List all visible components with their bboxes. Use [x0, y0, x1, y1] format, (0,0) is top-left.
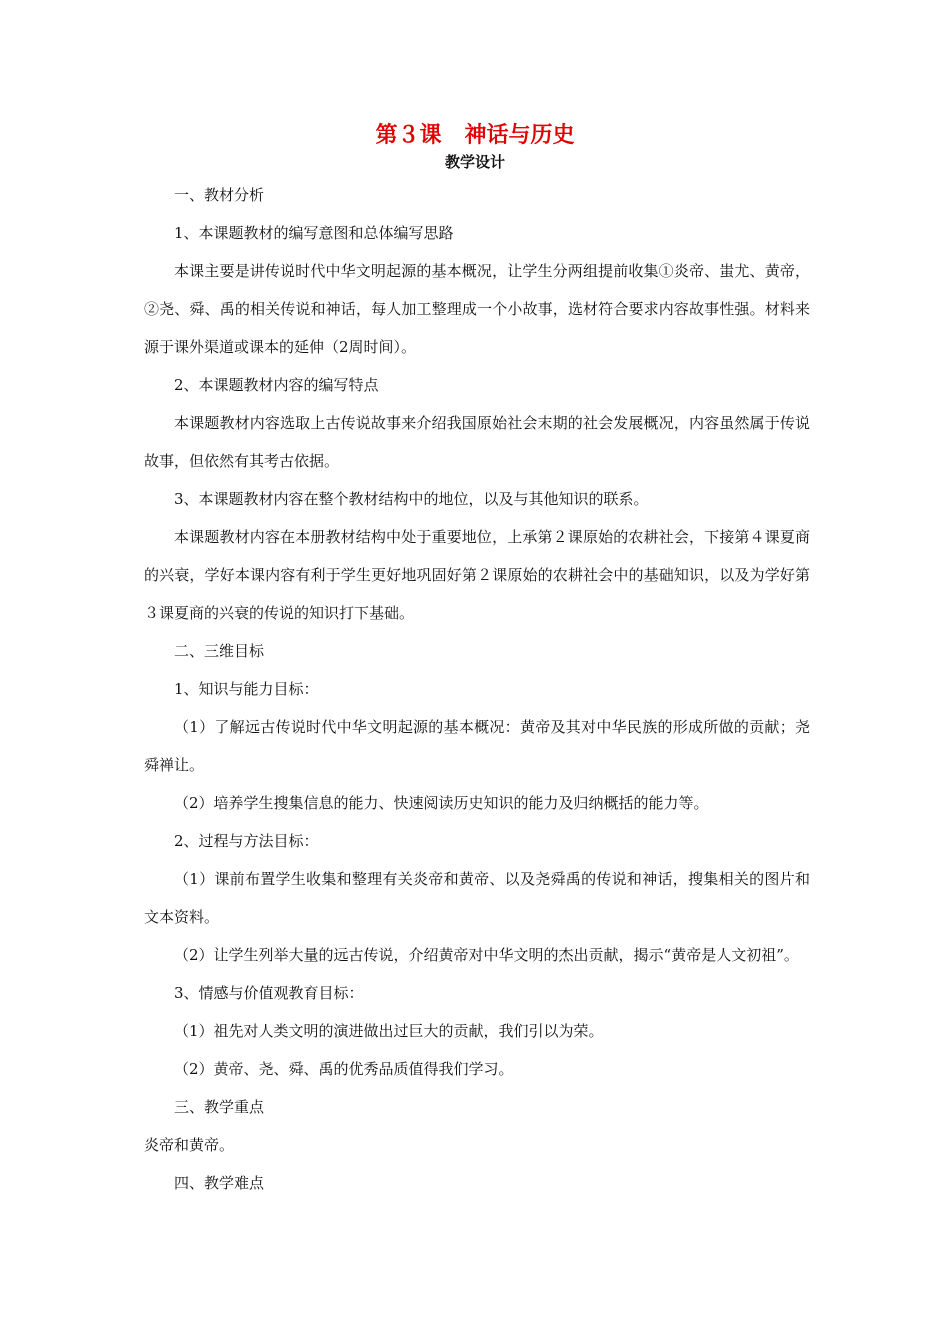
subheading-features: 2、本课题教材内容的编写特点 — [174, 376, 379, 394]
subheading-knowledge: 1、知识与能力目标： — [174, 680, 319, 698]
paragraph-features: 本课题教材内容选取上古传说故事来介绍我国原始社会末期的社会发展概况，内容虽然属于传说故事，但依然有其考古依据。 — [144, 414, 810, 470]
section-heading-difficulties: 四、教学难点 — [174, 1174, 265, 1192]
subheading-intent: 1、本课题教材的编写意图和总体编写思路 — [174, 224, 454, 242]
paragraph-intent: 本课主要是讲传说时代中华文明起源的基本概况，让学生分两组提前收集①炎帝、蚩尤、黄帝，②尧、舜、禹的相关传说和神话，每人加工整理成一个小故事，选材符合要求内容故事性强。材料来源于课外渠道或课本的延伸（2周时间）。 — [144, 262, 810, 356]
subheading-values: 3、情感与价值观教育目标： — [174, 984, 364, 1002]
key-points-content: 炎帝和黄帝。 — [144, 1136, 235, 1154]
objective-item: （1）祖先对人类文明的演进做出过巨大的贡献，我们引以为荣。 — [174, 1022, 604, 1040]
objective-item: （2）让学生列举大量的远古传说，介绍黄帝对中华文明的杰出贡献，揭示“黄帝是人文初祖”。 — [174, 946, 799, 964]
document-subtitle: 教学设计 — [444, 153, 505, 171]
objective-item: （1）了解远古传说时代中华文明起源的基本概况：黄帝及其对中华民族的形成所做的贡献；尧舜禅让。 — [144, 718, 810, 774]
document-title: 第３课 神话与历史 — [375, 123, 575, 148]
subheading-process: 2、过程与方法目标： — [174, 832, 319, 850]
document-body — [144, 176, 810, 1202]
section-heading-analysis: 一、教材分析 — [174, 186, 265, 204]
section-heading-objectives: 二、三维目标 — [174, 642, 265, 660]
subheading-position: 3、本课题教材内容在整个教材结构中的地位，以及与其他知识的联系。 — [174, 490, 649, 508]
objective-item: （2）黄帝、尧、舜、禹的优秀品质值得我们学习。 — [174, 1060, 514, 1078]
section-heading-key-points: 三、教学重点 — [174, 1098, 265, 1116]
objective-item: （1）课前布置学生收集和整理有关炎帝和黄帝、以及尧舜禹的传说和神话，搜集相关的图片和文本资料。 — [144, 870, 810, 926]
objective-item: （2）培养学生搜集信息的能力、快速阅读历史知识的能力及归纳概括的能力等。 — [174, 794, 709, 812]
paragraph-position: 本课题教材内容在本册教材结构中处于重要地位，上承第２课原始的农耕社会，下接第４课夏商的兴衰，学好本课内容有利于学生更好地巩固好第２课原始的农耕社会中的基础知识，以及为学好第３课夏商的兴衰的传说的知识打下基础。 — [144, 528, 810, 622]
